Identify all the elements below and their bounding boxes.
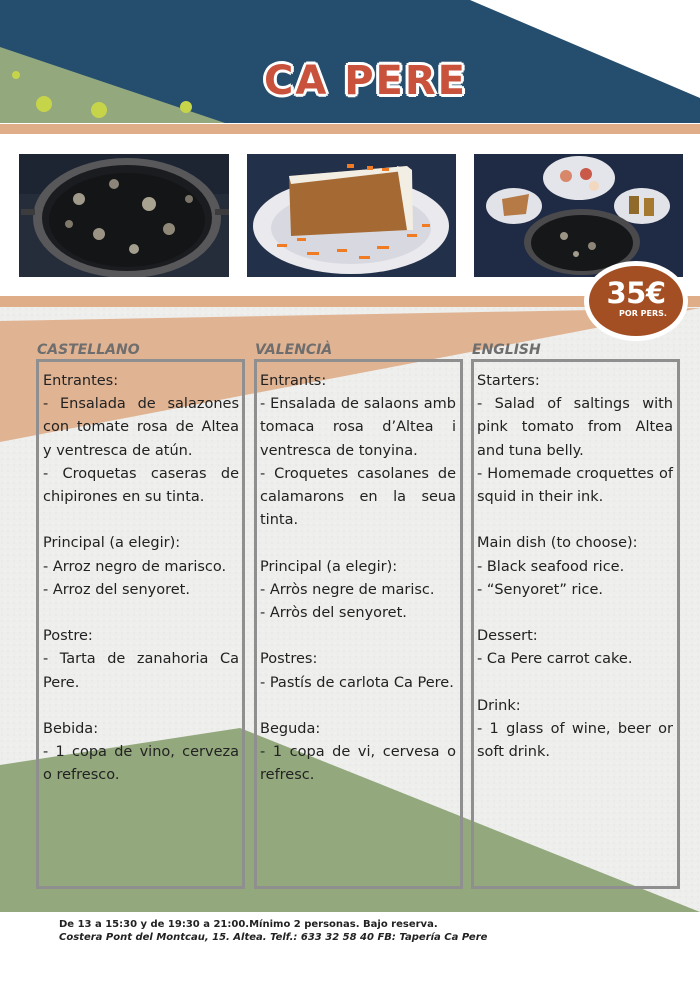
carrot-cake-photo	[247, 154, 456, 277]
black-seafood-rice-photo	[19, 154, 229, 277]
menu-line: - 1 copa de vi, cervesa o refresc.	[260, 744, 456, 784]
menu-line: Principal (a elegir):	[260, 558, 398, 575]
menu-line: Entrants:	[260, 373, 327, 389]
menu-line: - Croquetas caseras de chipirones en su tinta.	[43, 465, 239, 506]
menu-line: - Salad of saltings with pink tomato from Altea and tuna belly.	[477, 396, 673, 459]
menu-line: - Black seafood rice.	[477, 558, 625, 575]
column-text-valencia	[260, 370, 456, 788]
menu-line: - Arròs negre de marisc.	[260, 581, 435, 598]
price-badge	[584, 261, 688, 341]
menu-line: - Tarta de zanahoria Ca Pere.	[43, 651, 239, 691]
footer-hours: De 13 a 15:30 y de 19:30 a 21:00.Mínimo 2 personas. Bajo reserva.	[59, 919, 438, 930]
menu-line: - Ca Pere carrot cake.	[477, 651, 633, 668]
restaurant-title: CA PERE	[264, 58, 468, 104]
menu-line: - Croquetes casolanes de calamarons en la seua tinta.	[260, 465, 456, 529]
menu-line: - Pastís de carlota Ca Pere.	[260, 674, 454, 691]
column-text-english	[477, 370, 673, 764]
column-heading-english: ENGLISH	[472, 342, 541, 358]
menu-line: Dessert:	[477, 628, 538, 645]
column-heading-valencia: VALENCIÀ	[255, 342, 333, 358]
menu-line: Beguda:	[260, 721, 321, 737]
menu-line: - Ensalada de salazones con tomate rosa de Altea y ventresca de atún.	[43, 396, 239, 459]
footer-address: Costera Pont del Montcau, 15. Altea. Telf.: 633 32 58 40 FB: Tapería Ca Pere	[59, 932, 488, 943]
menu-line: Starters:	[477, 373, 540, 389]
column-heading-castellano: CASTELLANO	[37, 342, 140, 358]
menu-line: Principal (a elegir):	[43, 535, 181, 552]
menu-line: Entrantes:	[43, 373, 119, 389]
menu-line: - Homemade croquettes of squid in their ink.	[477, 465, 673, 506]
menu-line: - 1 copa de vino, cerveza o refresco.	[43, 744, 239, 784]
menu-dishes-photo	[474, 154, 683, 277]
price-amount: 35€	[606, 276, 666, 310]
price-per-person: POR PERS.	[619, 309, 667, 318]
menu-line: Postre:	[43, 628, 93, 645]
footer-info	[59, 918, 487, 944]
menu-line: Drink:	[477, 697, 521, 714]
menu-line: - Ensalada de salaons amb tomaca rosa d’Altea i ventresca de tonyina.	[260, 396, 456, 459]
menu-line: - Arroz negro de marisco.	[43, 558, 227, 575]
menu-line: Main dish (to choose):	[477, 535, 638, 552]
menu-line: Postres:	[260, 651, 318, 668]
menu-line: - Arròs del senyoret.	[260, 605, 407, 622]
menu-line: - 1 glass of wine, beer or soft drink.	[477, 721, 673, 761]
menu-line: - “Senyoret” rice.	[477, 581, 603, 598]
column-text-castellano	[43, 370, 239, 788]
price-badge-inner	[589, 266, 683, 336]
menu-line: - Arroz del senyoret.	[43, 581, 190, 598]
menu-line: Bebida:	[43, 721, 99, 737]
